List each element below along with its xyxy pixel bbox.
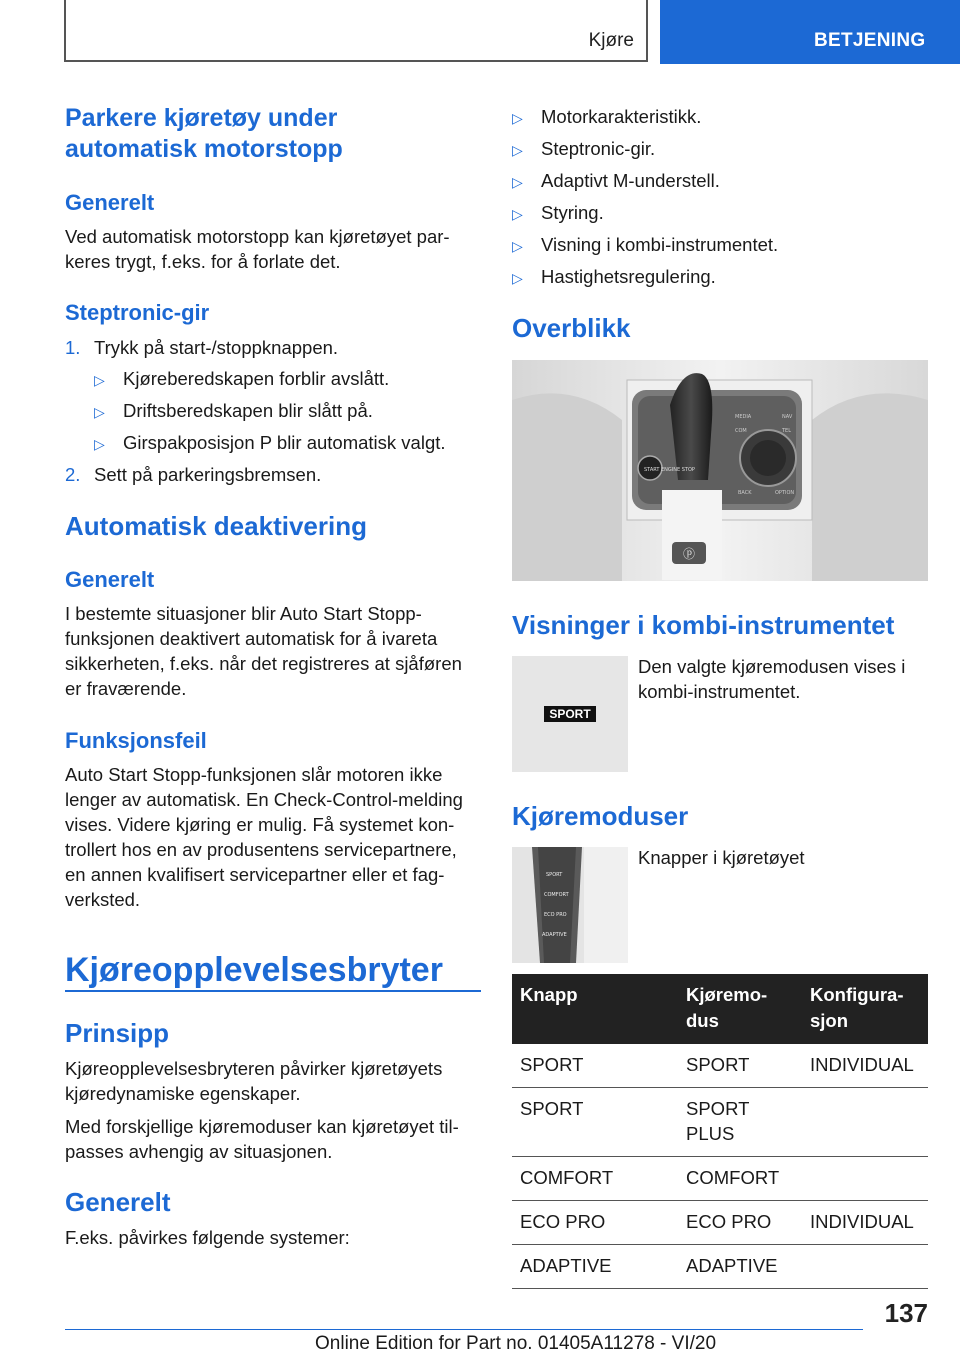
cell-text: ECO PRO: [520, 1211, 606, 1232]
table-cell: [512, 1044, 678, 1088]
switch-label: ADAPTIVE: [542, 932, 567, 938]
text-line: er fraværende.: [65, 678, 187, 699]
list-item: [512, 232, 779, 259]
text-line: kjøredynamiske egenskaper.: [65, 1083, 301, 1104]
column-header: [512, 974, 678, 1044]
subheading-funksjonsfeil: Funksjonsfeil: [65, 728, 207, 753]
cell-text: PLUS: [686, 1123, 735, 1144]
table-row: [512, 1088, 928, 1157]
cell-text: SPORT: [520, 1098, 584, 1119]
header-section-box: [64, 0, 648, 62]
heading-parking: [65, 103, 343, 165]
text-line: en annen kvalifisert servicepartner eller et fag-: [65, 864, 445, 885]
svg-text:ⓟ: ⓟ: [683, 547, 696, 561]
paragraph-generelt-3: F.eks. påvirkes følgende systemer:: [65, 1227, 350, 1248]
text-line: keres trygt, f.eks. for å forlate det.: [65, 251, 341, 272]
step-text: Trykk på start-/stoppknappen.: [94, 337, 339, 358]
subheading-generelt-2: Generelt: [65, 567, 155, 592]
header-text: dus: [686, 1010, 719, 1031]
heading-generelt-3: Generelt: [65, 1187, 171, 1217]
cell-text: INDIVIDUAL: [810, 1211, 914, 1232]
switch-label: SPORT: [546, 872, 563, 878]
subheading-steptronic: Steptronic-gir: [65, 300, 210, 325]
page-number: 137: [884, 1298, 928, 1328]
bullet-text: Driftsberedskapen blir slått på.: [123, 400, 373, 421]
table-row: [512, 1245, 928, 1289]
heading-kjoremoduser: Kjøremoduser: [512, 801, 689, 831]
triangle-bullet-icon: ▷: [512, 110, 523, 126]
triangle-bullet-icon: ▷: [512, 238, 523, 254]
text-line: kombi-instrumentet.: [638, 681, 801, 702]
table-cell: [678, 1245, 802, 1289]
cell-text: COMFORT: [520, 1167, 614, 1188]
header-text: sjon: [810, 1010, 849, 1031]
console-label: NAV: [782, 414, 793, 420]
table-cell: [802, 1088, 928, 1157]
cell-text: ADAPTIVE: [686, 1255, 778, 1276]
step-2: [65, 462, 322, 487]
table-cell: [512, 1201, 678, 1245]
bullet-item: [94, 398, 373, 425]
text-line: sikkerheten, f.eks. når det registreres at sjåføren: [65, 653, 462, 674]
triangle-bullet-icon: ▷: [512, 270, 523, 286]
console-label: COM: [735, 428, 747, 434]
table-row: [512, 1044, 928, 1088]
console-label: TEL: [782, 428, 791, 434]
list-item: [512, 104, 702, 131]
text-line: vises. Videre kjøring er mulig. Få systemet kon-: [65, 814, 455, 835]
paragraph-kjoremoduser: Knapper i kjøretøyet: [638, 847, 805, 868]
list-item: [512, 200, 604, 227]
modes-table-wrap: [512, 974, 928, 1289]
console-label: START ENGINE STOP: [644, 467, 695, 473]
sport-display-image: [512, 656, 628, 772]
text-line: Auto Start Stopp-funksjonen slår motoren ikke: [65, 764, 443, 785]
mode-buttons-image: [512, 847, 628, 963]
table-cell: [678, 1088, 802, 1157]
text-line: lenger av automatisk. En Check-Control-melding: [65, 789, 463, 810]
footer-edition: Online Edition for Part no. 01405A11278 - VI/20: [315, 1333, 717, 1354]
header-chapter-tab: [660, 0, 960, 64]
cell-text: ECO PRO: [686, 1211, 772, 1232]
list-item-text: Adaptivt M-understell.: [541, 170, 720, 191]
heading-driving-experience-switch: Kjøreopplevelsesbryter: [65, 951, 443, 989]
header-text: Knapp: [520, 984, 578, 1005]
list-item-text: Steptronic-gir.: [541, 138, 656, 159]
table-cell: [512, 1088, 678, 1157]
table-cell: [802, 1245, 928, 1289]
paragraph-prinsipp-2: [65, 1114, 459, 1164]
heading-prinsipp: Prinsipp: [65, 1018, 170, 1048]
console-label: BACK: [738, 490, 752, 496]
paragraph-generelt-1: [65, 224, 450, 274]
triangle-bullet-icon: ▷: [94, 372, 105, 388]
paragraph-generelt-2: [65, 601, 462, 701]
modes-table: [512, 974, 928, 1289]
triangle-bullet-icon: ▷: [512, 206, 523, 222]
table-cell: [802, 1201, 928, 1245]
step-number: 2.: [65, 464, 81, 485]
heading-overblikk: Overblikk: [512, 313, 631, 343]
switch-label: COMFORT: [544, 892, 569, 898]
step-text: Sett på parkeringsbremsen.: [94, 464, 322, 485]
cell-text: SPORT: [686, 1098, 750, 1119]
table-cell: [802, 1157, 928, 1201]
bullet-item: [94, 366, 390, 393]
header-text: Konfigura-: [810, 984, 904, 1005]
cell-text: ADAPTIVE: [520, 1255, 612, 1276]
switch-label: ECO PRO: [544, 912, 567, 918]
text-line: trollert hos en av produsentens servicepartnere,: [65, 839, 457, 860]
section-divider: [65, 990, 481, 992]
text-line: verksted.: [65, 889, 141, 910]
list-item-text: Styring.: [541, 202, 604, 223]
header-chapter-title: BETJENING: [814, 30, 926, 51]
triangle-bullet-icon: ▷: [94, 436, 105, 452]
table-row: [512, 1157, 928, 1201]
text-line: funksjonen deaktivert automatisk for å ivareta: [65, 628, 438, 649]
paragraph-prinsipp-1: [65, 1056, 442, 1106]
step-number: 1.: [65, 337, 81, 358]
text-line: Ved automatisk motorstopp kan kjøretøyet par-: [65, 226, 450, 247]
list-item: [512, 168, 720, 195]
table-cell: [678, 1157, 802, 1201]
triangle-bullet-icon: ▷: [94, 404, 105, 420]
heading-parking-line2: automatisk motorstopp: [65, 135, 343, 163]
cell-text: SPORT: [686, 1054, 750, 1075]
text-line: passes avhengig av situasjonen.: [65, 1141, 333, 1162]
text-line: Kjøreopplevelsesbryteren påvirker kjøretøyets: [65, 1058, 443, 1079]
bullet-item: [94, 430, 446, 457]
header-section-title: Kjøre: [588, 30, 634, 51]
step-1: [65, 335, 339, 360]
column-header: [802, 974, 928, 1044]
table-cell: [512, 1245, 678, 1289]
heading-auto-deactivation: Automatisk deaktivering: [65, 511, 367, 541]
center-console-image: [512, 360, 928, 581]
text-line: Den valgte kjøremodusen vises i: [638, 656, 906, 677]
text-line: I bestemte situasjoner blir Auto Start Stopp-: [65, 603, 422, 624]
cell-text: SPORT: [520, 1054, 584, 1075]
paragraph-funksjonsfeil: [65, 762, 463, 912]
heading-parking-line1: Parkere kjøretøy under: [65, 104, 338, 132]
bullet-text: Kjøreberedskapen forblir avslått.: [123, 368, 390, 389]
list-item: [512, 264, 716, 291]
list-item-text: Visning i kombi-instrumentet.: [541, 234, 779, 255]
console-label: MEDIA: [735, 414, 752, 420]
table-row: [512, 1201, 928, 1245]
list-item-text: Motorkarakteristikk.: [541, 106, 702, 127]
bullet-text: Girspakposisjon P blir automatisk valgt.: [123, 432, 446, 453]
heading-visninger: Visninger i kombi-instrumentet: [512, 610, 895, 640]
table-cell: [512, 1157, 678, 1201]
text-line: Med forskjellige kjøremoduser kan kjøretøyet til-: [65, 1116, 459, 1137]
list-item: [512, 136, 656, 163]
list-item-text: Hastighetsregulering.: [541, 266, 716, 287]
sport-badge: SPORT: [544, 706, 596, 722]
table-header-row: [512, 974, 928, 1044]
table-cell: [678, 1044, 802, 1088]
console-label: OPTION: [775, 490, 795, 496]
column-header: [678, 974, 802, 1044]
table-cell: [678, 1201, 802, 1245]
cell-text: INDIVIDUAL: [810, 1054, 914, 1075]
footer-rule: [65, 1329, 863, 1330]
paragraph-visninger: [638, 654, 905, 704]
subheading-generelt-1: Generelt: [65, 190, 155, 215]
cell-text: COMFORT: [686, 1167, 780, 1188]
header-text: Kjøremo-: [686, 984, 768, 1005]
triangle-bullet-icon: ▷: [512, 174, 523, 190]
table-cell: [802, 1044, 928, 1088]
triangle-bullet-icon: ▷: [512, 142, 523, 158]
